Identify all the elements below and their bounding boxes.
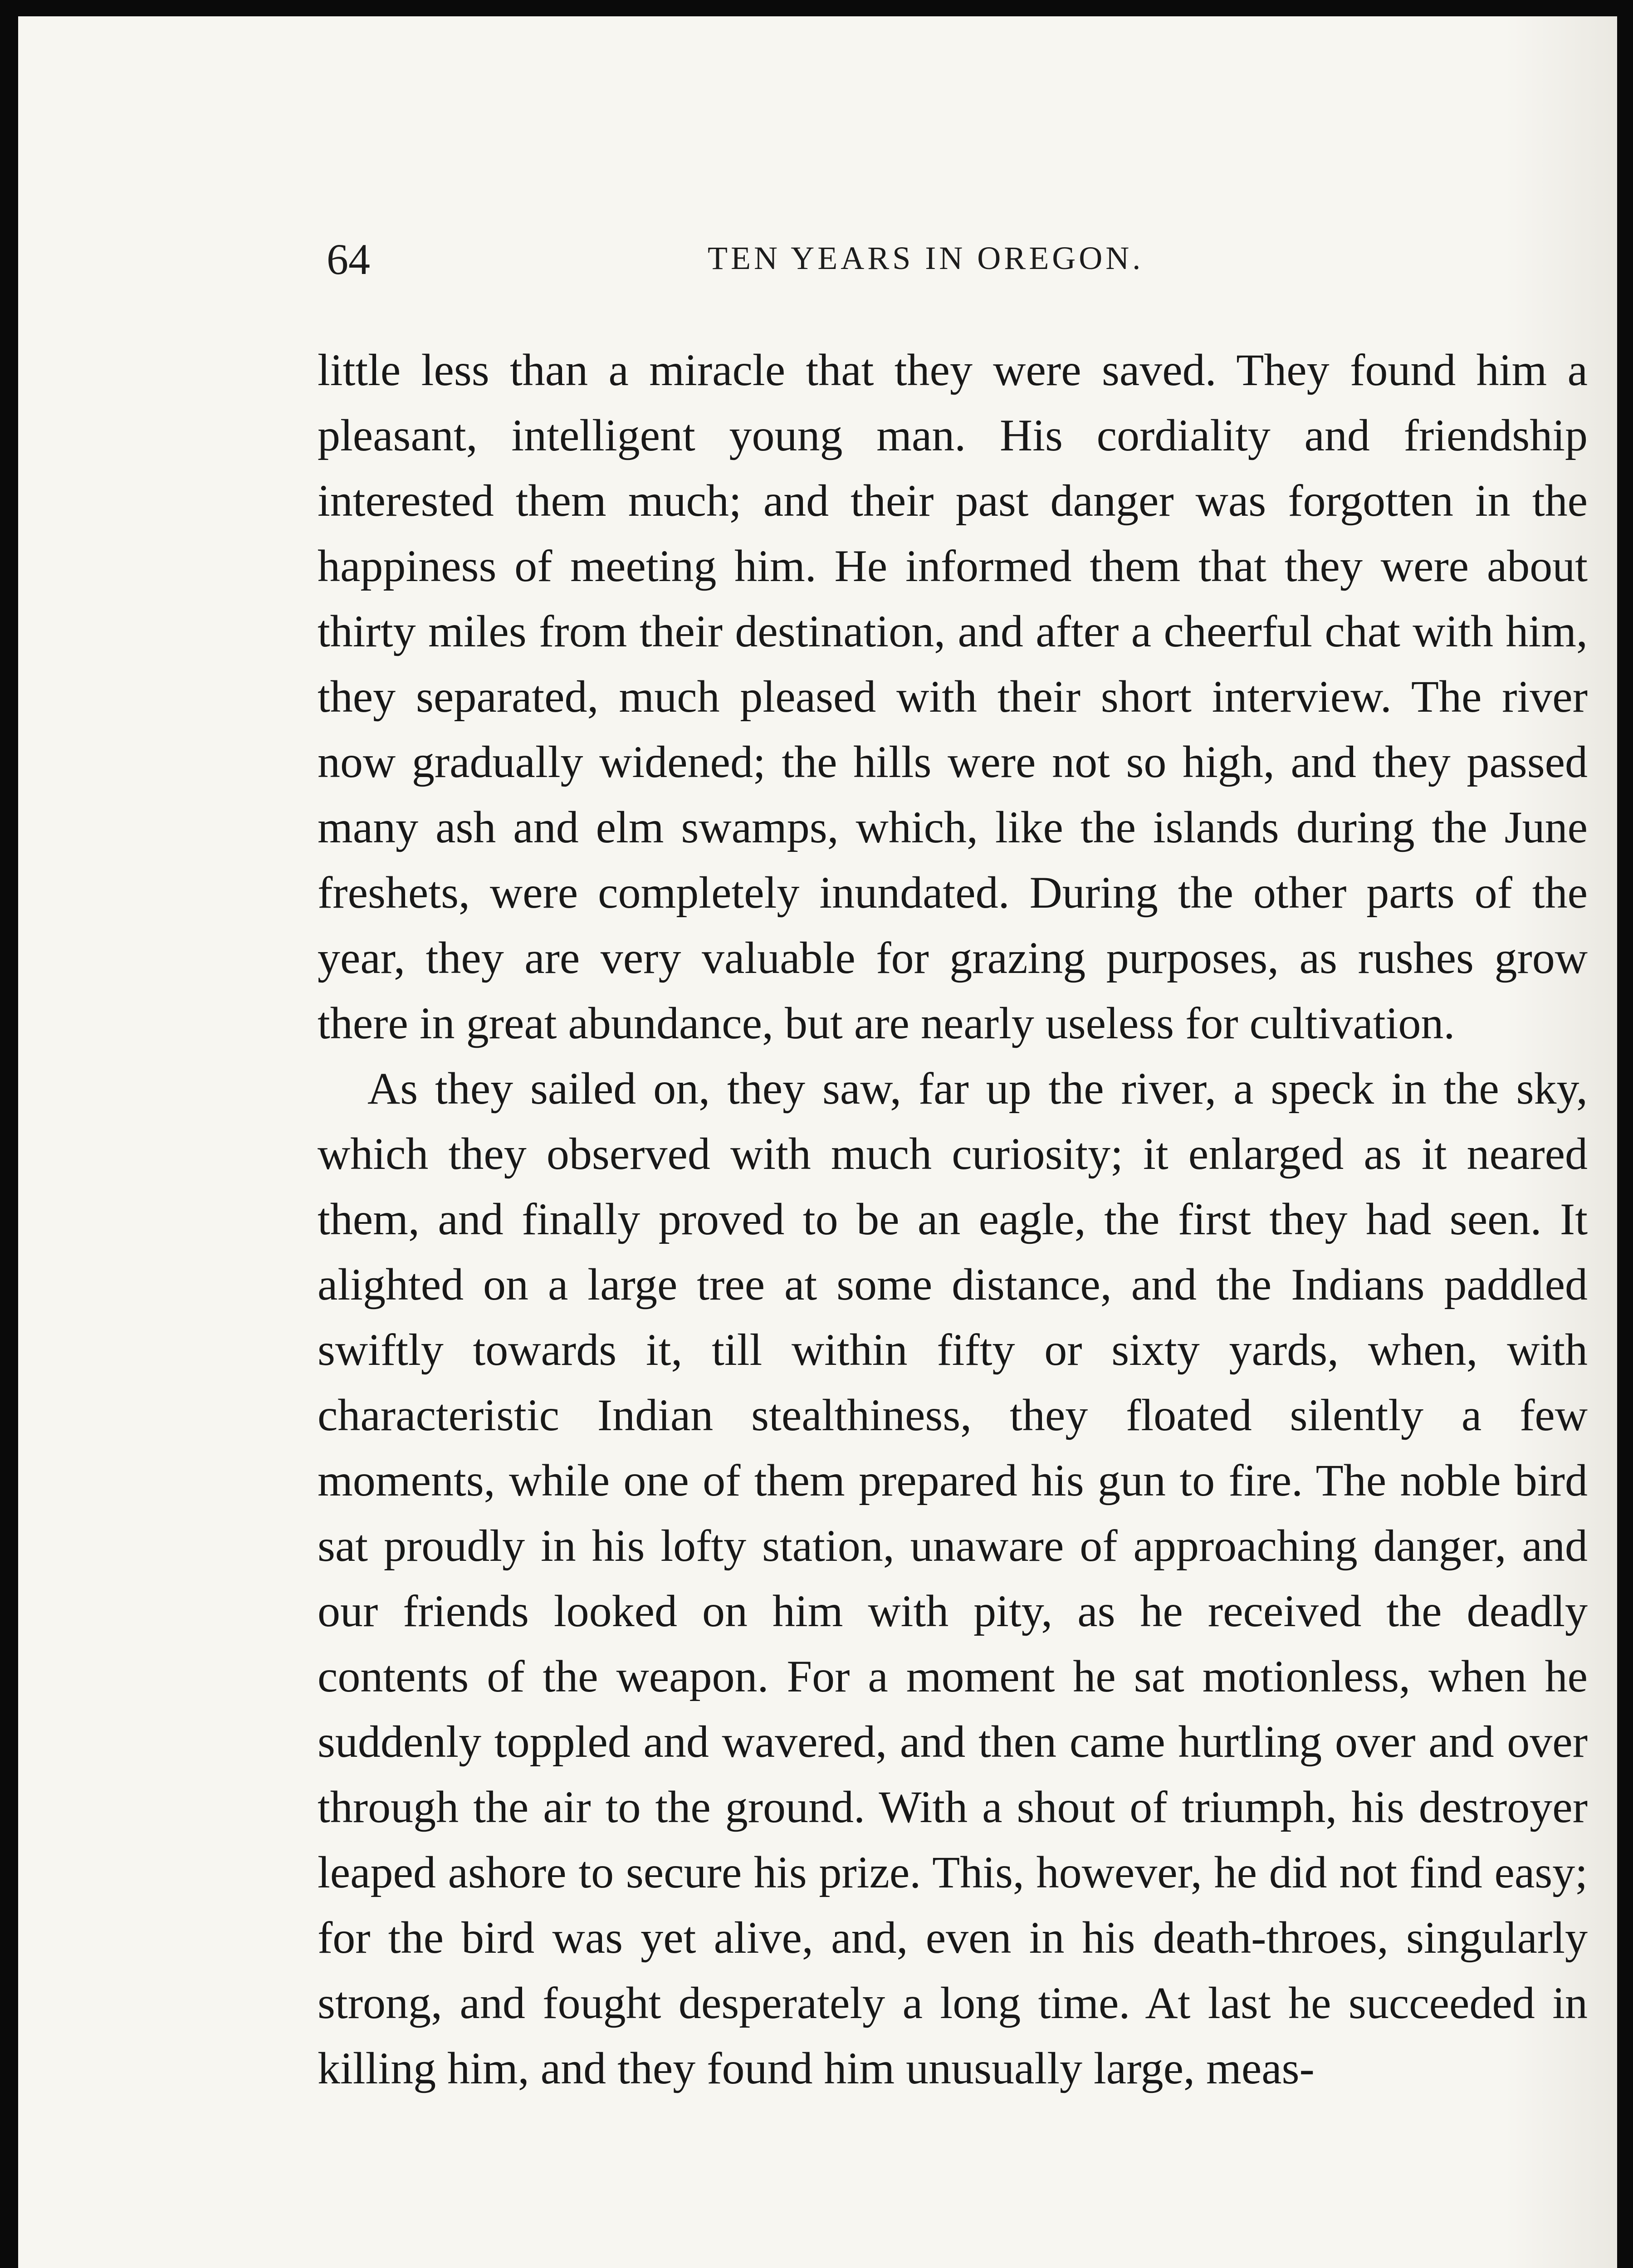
book-page <box>18 16 1617 2268</box>
running-head <box>308 234 1606 288</box>
page-number: 64 <box>327 235 370 284</box>
paragraph-2: As they sailed on, they saw, far up the river, a speck in the sky, which they observed with much curiosity; it enlarged as it neared them, and finally proved to be an eagle, the first they had seen. It alighted on a large tree at some distance, and the Indians paddled swiftly towards it, till within fifty or sixty yards, when, with characteristic Indian stealthiness, they floated silently a few moments, while one of them prepared his gun to fire. The noble bird sat proudly in his lofty station, unaware of approaching danger, and our friends looked on him with pity, as he received the deadly contents of the weapon. For a moment he sat motionless, when he suddenly toppled and wavered, and then came hurtling over and over through the air to the ground. With a shout of triumph, his destroyer leaped ashore to secure his prize. This, however, he did not find easy; for the bird was yet alive, and, even in his death-throes, singularly strong, and fought desperately a long time. At last he succeeded in killing him, and they found him unusually large, meas- <box>318 1063 1588 2093</box>
running-head-title: TEN YEARS IN OREGON. <box>708 240 1144 276</box>
body-text <box>318 337 1588 2101</box>
paragraph-1: little less than a miracle that they were saved. They found him a pleasant, intelligent young man. His cordiality and friendship interested them much; and their past danger was forgotten in the happiness of meeting him. He informed them that they were about thirty miles from their destination, and after a cheerful chat with him, they separated, much pleased with their short interview. The river now gradually widened; the hills were not so high, and they passed many ash and elm swamps, which, like the islands during the June freshets, were completely inundated. During the other parts of the year, they are very valuable for grazing purposes, as rushes grow there in great abundance, but are nearly useless for cultivation. <box>318 345 1588 1048</box>
